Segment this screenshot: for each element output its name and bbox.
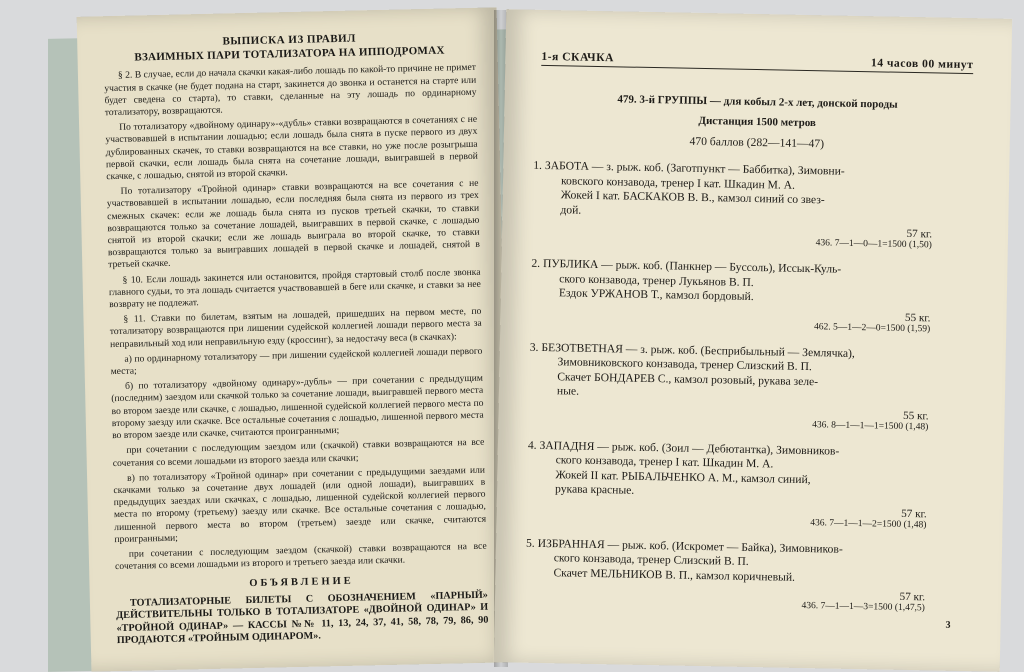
horse-entry (525, 536, 972, 614)
entry-line: 3. БЕЗОТВЕТНАЯ — з. рыж. коб. (Бесприбыльный — Землячка), (529, 340, 855, 360)
entry-weight: 57 кг. (901, 507, 927, 520)
race-label: 1-я СКАЧКА (541, 49, 615, 65)
entry-line: Скачет МЕЛЬНИКОВ В. П., камзол коричневый. (553, 565, 796, 584)
rules-paragraph: а) по ординарному тотализатору — при лишении судейской коллегией лошади первого места; (110, 345, 483, 378)
horse-entry (528, 340, 976, 433)
entry-stats: 462. 5—1—2—0=1500 (1,59) (813, 321, 931, 334)
entry-line: 1. ЗАБОТА — з. рыж. коб. (Заготпункт — Баббитка), Зимовни- (533, 158, 845, 178)
entry-line: ского конзавода, тренер Лукьянов В. П. (559, 271, 754, 289)
entry-line: ные. (556, 384, 580, 398)
rules-paragraph: По тотализатору «Тройной одинар» ставки возвращаются на все сочетания с не участвовавшей в испытании лошадью, если последняя была снята из первого из трех смежных скачек: если же лошадь была снята из пусков третьей скачки, то ставки возвращаются только за сочетание лошадей, выигравших в первой скачке, с лошадью снятой из второй скачки; если же лошадь выиграла во второй скачке, то ставки возвращаются только за выигравших лошадей в первой скачке и лошадей, снятой в третьей скачке. (106, 178, 481, 271)
entry-line: 2. ПУБЛИКА — рыж. коб. (Панкнер — Буссоль), Иссык-Куль- (531, 256, 842, 276)
entry-line: ского конзавода, тренер Слизский В. П. (553, 551, 749, 568)
entry-weight: 55 кг. (904, 311, 931, 324)
rules-paragraph: § 11. Ставки по билетам, взятым на лошадей, пришедших на первом месте, по тотализатору возвращаются при лишении судейской коллегией лошади первого места за неправильный ход или неправильную езду (кроссинг), за недостачу веса (в скачках): (109, 306, 482, 350)
entry-line: Жокей II кат. РЫБАЛЬЧЕНКО А. М., камзол синий, (555, 467, 811, 486)
entry-weight: 55 кг. (902, 409, 929, 422)
race-header (541, 50, 973, 74)
entry-stats: 436. 7—1—1—3=1500 (1,47,5) (801, 600, 925, 614)
entry-line: Зимовниковского конзавода, тренер Слизский В. П. (557, 355, 812, 374)
entry-stats: 436. 7—1—1—2=1500 (1,48) (810, 517, 927, 530)
entry-line: дой. (560, 202, 582, 217)
race-points: 470 баллов (282—141—47) (689, 134, 825, 151)
entry-line: ковского конзавода, тренер I кат. Шкадин М. А. (560, 173, 796, 192)
entry-line: рукава красные. (554, 482, 635, 497)
race-distance: Дистанция 1500 метров (698, 114, 817, 130)
entry-line: ского конзавода, тренер I кат. Шкадин М. А. (555, 453, 774, 471)
entry-weight: 57 кг. (906, 227, 933, 241)
entry-line: Ездок УРЖАНОВ Т., камзол бордовый. (558, 286, 754, 304)
entry-line: Скачет БОНДАРЕВ С., камзол розовый, рукава зеле- (557, 369, 819, 388)
announcement-title: ОБЪЯВЛЕНИЕ (249, 576, 354, 590)
rules-paragraph: По тотализатору «двойному одинару»-«дубль» ставки возвращаются в сочетаниях с не участвовавшей в испытании лошадью; если лошадь была снята в пуске первого из двух дублированных скачек, то ставки возвращаются на все ставки, но уже после розыгрыша первой скачки, если лошадь была снята на сочетание лошади, выигравшей в первой скачке, с лошадью, снятой из второй скачки. (105, 114, 479, 183)
rules-paragraph: при сочетании с последующим заездом или (скачкой) ставки возвращаются на все сочетания со всеми лошадьми из второго заезда или скачки; (112, 437, 485, 469)
right-page (494, 9, 1012, 672)
entry-line: 5. ИЗБРАННАЯ — рыж. коб. (Искромет — Байка), Зимовников- (525, 536, 843, 556)
announcement-text: ТОТАЛИЗАТОРНЫЕ БИЛЕТЫ С ОБОЗНАЧЕНИЕМ «ПАРНЫЙ» ДЕЙСТВИТЕЛЬНЫ ТОЛЬКО В ТОТАЛИЗАТОРЕ «ДВОЙНОЙ ОДИНАР» И «ТРОЙНОЙ ОДИНАР» — КАССЫ №№ 11, 13, 24, 37, 41, 58, 78, 79, 86, 90 ПРОДАЮТСЯ «ТРОЙНЫМ ОДИНАРОМ». (116, 589, 489, 647)
entry-stats: 436. 8—1—1—1=1500 (1,48) (812, 419, 929, 432)
entry-weight: 57 кг. (899, 590, 926, 604)
rules-paragraph: в) по тотализатору «Тройной одинар» при сочетании с предыдущими заездами или скачками только за сочетание двух лошадей (или одной лошади), выигравших в предыдущих заездах или скачках, с лошадью, лишенной судейской коллегией первого места по второму (третьему) заезду или скачке. Все остальные сочетания с лошадью, лишенной первого места во втором (третьем) заезде или скачке, считаются проигранными; (113, 464, 487, 545)
horse-entry (532, 159, 980, 252)
rules-paragraph: § 2. В случае, если до начала скачки какая-либо лошадь по какой-то причине не примет участия в скачке (не будет подана на старт, закинется до звонка и останется на старте или будет сведена со старта), то ставки, сделанные на эту лошадь по ординарному тотализатору, возвращаются. (104, 62, 477, 119)
rules-subtitle: ВЗАИМНЫХ ПАРИ ТОТАЛИЗАТОРА НА ИППОДРОМАХ (134, 44, 445, 64)
horse-entry (530, 257, 977, 335)
rules-paragraph: б) по тотализатору «двойному одинару»-дубль» — при сочетании с предыдущим (последним) заездом или скачкой только за сочетание лошади, выигравшей первого места во втором заезде или скачке, с лошадью, лишенной судейской коллегией первого места по второму заезду или скачке. Все остальные сочетания с лошадью, лишенной первого места во втором заезде или скачке, считаются проигранными; (111, 373, 484, 442)
left-page (77, 7, 512, 671)
race-time: 14 часов 00 минут (870, 56, 974, 72)
horse-entry (526, 438, 974, 531)
rules-paragraph: § 10. Если лошадь закинется или остановится, пройдя стартовый столб после звонка главного судьи, то эта лошадь считается участвовавшей в беге или скачке, и ставки за нее возврату не подлежат. (108, 266, 481, 311)
entry-stats: 436. 7—1—0—1=1500 (1,50) (815, 238, 932, 251)
rules-title: ВЫПИСКА ИЗ ПРАВИЛ (222, 32, 357, 48)
race-title: 479. 3-й ГРУППЫ — для кобыл 2-х лет, донской породы (617, 93, 898, 111)
entry-line: 4. ЗАПАДНЯ — рыж. коб. (Зоил — Дебютантка), Зимовников- (527, 438, 840, 458)
rules-paragraph: при сочетании с последующим заездом (скачкой) ставки возвращаются на все сочетания со всеми лошадьми из второго и третьего заезда или скачки. (114, 540, 487, 573)
page-number: 3 (945, 619, 951, 631)
entry-line: Жокей I кат. БАСКАКОВ В. В., камзол синий со звез- (560, 188, 825, 207)
